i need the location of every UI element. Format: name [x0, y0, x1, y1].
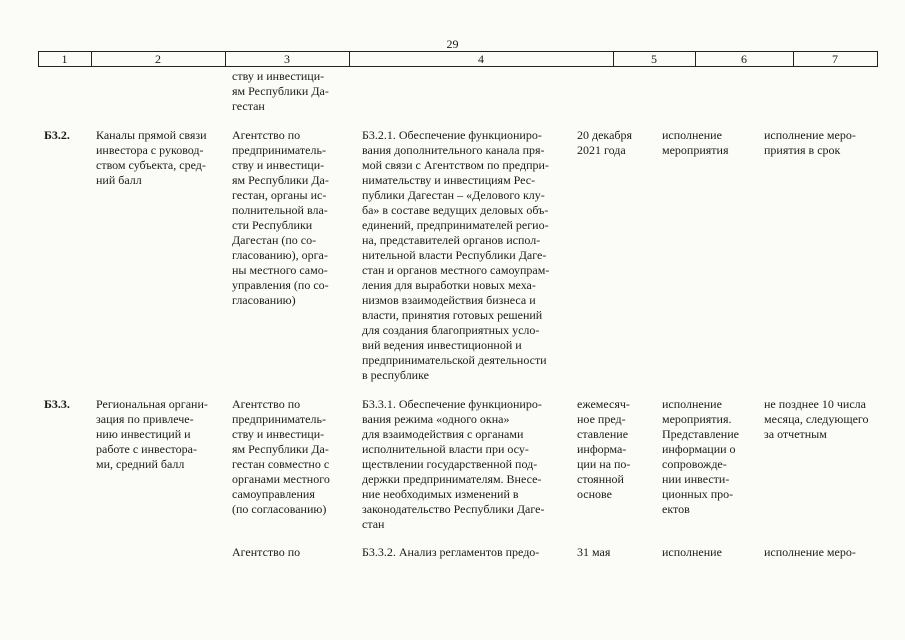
activity-cell: Б3.2.1. Обеспечение функциониро- вания дополнительного канала пря- мой связи с Агентством по предпри- нимательству и инвестициям Рес- публики Дагестан – «Делового клу- ба» в составе ведущих деловых объ- единений, предпринимателей регио- на, представителей органов испол- нительной власти Республики Даге- стан и органов местного самоупрам- ления для выработки новых меха- низмов взаимодействия бизнеса и власти, принятия готовых решений для создания благоприятных усло- вий ведения инвестиционной и предпринимательской деятельности в республике — [362, 128, 550, 382]
deadline-cell: 31 мая — [577, 545, 611, 559]
column-divider — [877, 51, 878, 67]
activity-cell: Б3.3.1. Обеспечение функциониро- вания режима «одного окна» для взаимодействия с органами исполнительной власти при осу- ществлении государственной под- держки предпринимателям. Внесе- ние необходимых изменений в законодательство Республики Даге- стан — [362, 397, 545, 531]
result-form-cell: исполнение мероприятия. Представление информации о сопровожде- нии инвести- ционных про- ектов — [662, 397, 739, 516]
column-divider — [225, 51, 226, 67]
deadline-cell: 20 декабря 2021 года — [577, 128, 633, 157]
column-divider — [38, 51, 39, 67]
indicator-cell: Региональная органи- зация по привлече- нию инвестиций и работе с инвестора- ми, средний балл — [96, 397, 208, 471]
activity-cell: Б3.3.2. Анализ регламентов предо- — [362, 545, 540, 559]
column-header-3: 3 — [284, 52, 290, 66]
result-form-cell: исполнение мероприятия — [662, 128, 729, 157]
responsible-cell: Агентство по предприниматель- ству и инвестици- ям Республики Да- гестан совместно с органами местного самоуправления (по согласованию) — [232, 397, 330, 516]
column-header-1: 1 — [61, 52, 68, 66]
result-form-cell: исполнение — [662, 545, 722, 559]
column-header-7: 7 — [832, 52, 838, 66]
column-divider — [695, 51, 696, 67]
deadline-cell: ежемесяч- ное пред- ставление информа- ции на по- стоянной основе — [577, 397, 631, 501]
column-header-5: 5 — [651, 52, 657, 66]
responsible-cell: Агентство по предприниматель- ству и инвестици- ям Республики Да- гестан, органы ис- полнительной вла- сти Республики Дагестан (по со- гласованию), орга- ны местного само- управления (по со- гласованию) — [232, 128, 329, 307]
criterion-cell: исполнение меро- приятия в срок — [764, 128, 856, 157]
code-cell: Б3.3. — [44, 397, 70, 411]
page-number: 29 — [446, 37, 459, 51]
indicator-cell: Каналы прямой связи инвестора с руковод- ством субъекта, сред- ний балл — [96, 128, 207, 187]
column-header-4: 4 — [478, 52, 484, 66]
column-divider — [793, 51, 794, 67]
code-cell: Б3.2. — [44, 128, 70, 142]
criterion-cell: не позднее 10 числа месяца, следующего за отчетным — [764, 397, 869, 441]
responsible-cell: ству и инвестици- ям Республики Да- гестан — [232, 69, 329, 113]
column-divider — [91, 51, 92, 67]
column-divider — [613, 51, 614, 67]
responsible-cell: Агентство по — [232, 545, 301, 559]
column-header-2: 2 — [155, 52, 161, 66]
column-divider — [349, 51, 350, 67]
criterion-cell: исполнение меро- — [764, 545, 856, 559]
table-header-row — [38, 51, 877, 67]
column-header-6: 6 — [741, 52, 747, 66]
